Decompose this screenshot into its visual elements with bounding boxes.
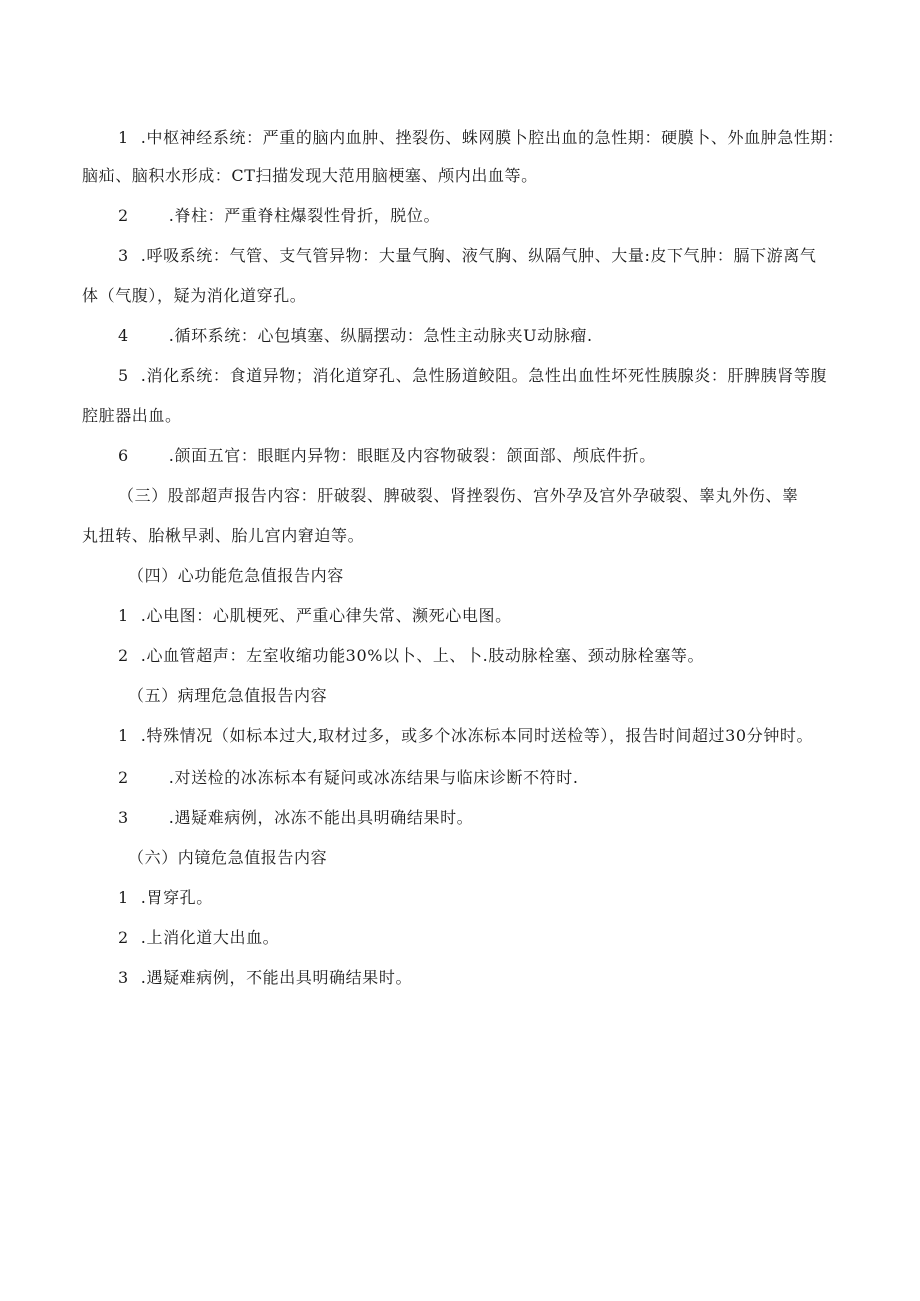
list-item — [118, 246, 816, 266]
item-text: .循环系统：心包填塞、纵膈摆动：急性主动脉夹U动脉瘤. — [168, 326, 593, 345]
list-item — [118, 768, 579, 788]
item-text: .心电图：心肌梗死、严重心律失常、濒死心电图。 — [140, 606, 512, 625]
section-paragraph-continuation: 丸扭转、胎楸早剥、胎儿宫内窘迫等。 — [82, 526, 365, 545]
item-text: .上消化道大出血。 — [140, 928, 280, 947]
section-heading: （五）病理危急值报告内容 — [128, 686, 328, 705]
list-item — [118, 206, 440, 226]
list-item — [118, 646, 704, 666]
item-number: 1 — [118, 606, 129, 625]
item-text: .消化系统：食道异物；消化道穿孔、急性肠道鲛阻。急性出血性坏死性胰腺炎：肝脾胰肾等腹 — [140, 366, 828, 385]
item-number: 2 — [118, 646, 129, 665]
list-item — [118, 888, 213, 908]
item-text: .颌面五官：眼眶内异物：眼眶及内容物破裂：颌面部、颅底件折。 — [168, 446, 656, 465]
item-text: .胃穿孔。 — [140, 888, 213, 907]
item-text: .脊柱：严重脊柱爆裂性骨折，脱位。 — [168, 206, 441, 225]
item-number: 3 — [118, 968, 129, 987]
item-number: 3 — [118, 246, 129, 265]
item-number: 4 — [118, 326, 129, 345]
item-number: 2 — [118, 768, 129, 787]
list-item — [118, 928, 279, 948]
section-paragraph: （三）股部超声报告内容：肝破裂、脾破裂、肾挫裂伤、宫外孕及宫外孕破裂、睾丸外伤、睾 — [118, 486, 799, 505]
item-text: .遇疑难病例，冰冻不能出具明确结果时。 — [168, 808, 474, 827]
section-heading: （六）内镜危急值报告内容 — [128, 848, 328, 867]
item-text: .心血管超声：左室收缩功能30%以卜、上、卜.肢动脉栓塞、颈动脉栓塞等。 — [140, 646, 705, 665]
list-item-continuation: 脑疝、脑积水形成：CT扫描发现大范用脑梗塞、颅内出血等。 — [82, 166, 538, 185]
item-number: 6 — [118, 446, 129, 465]
list-item-continuation: 体（气腹），疑为消化道穿孔。 — [82, 286, 307, 305]
item-number: 3 — [118, 808, 129, 827]
item-text: .遇疑难病例，不能出具明确结果时。 — [140, 968, 413, 987]
item-number: 2 — [118, 928, 129, 947]
list-item — [118, 326, 593, 346]
item-text: .特殊情况（如标本过大,取材过多，或多个冰冻标本同时送检等），报告时间超过30分钟时。 — [140, 726, 814, 745]
list-item — [118, 606, 512, 626]
item-number: 1 — [118, 128, 129, 147]
list-item — [118, 968, 412, 988]
item-number: 5 — [118, 366, 129, 385]
list-item — [118, 128, 844, 148]
section-heading: （四）心功能危急值报告内容 — [128, 566, 344, 585]
item-number: 1 — [118, 726, 129, 745]
item-number: 1 — [118, 888, 129, 907]
list-item-continuation: 腔脏器出血。 — [82, 406, 182, 425]
item-number: 2 — [118, 206, 129, 225]
item-text: .对送检的冰冻标本有疑问或冰冻结果与临床诊断不符时. — [168, 768, 579, 787]
list-item — [118, 808, 473, 828]
list-item — [118, 726, 813, 746]
item-text: .中枢神经系统：严重的脑内血肿、挫裂伤、蛛网膜卜腔出血的急性期：硬膜卜、外血肿急性期： — [140, 128, 844, 147]
list-item — [118, 366, 827, 386]
list-item — [118, 446, 656, 466]
item-text: .呼吸系统：气管、支气管异物：大量气胸、液气胸、纵隔气肿、大量:皮下气肿：膈下游离气 — [140, 246, 817, 265]
